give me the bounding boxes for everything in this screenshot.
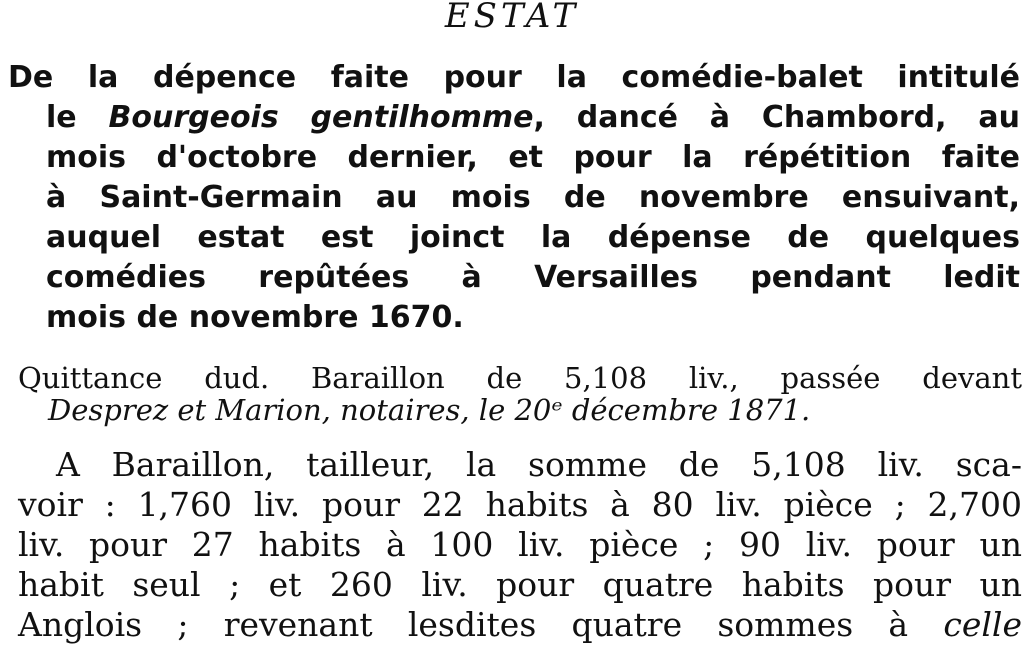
title-line [8, 98, 1020, 138]
body-line: liv. pour 27 habits à 100 liv. pièce ; 90 liv. pour un [18, 525, 1022, 564]
body-paragraph [18, 445, 1022, 645]
body-line: voir : 1,760 liv. pour 22 habits à 80 liv. pièce ; 2,700 [18, 485, 1022, 524]
body-text: Anglois ; revenant lesdites quatre sommes à [18, 605, 909, 644]
title-line: De la dépence faite pour la comédie-balet intitulé [8, 60, 1020, 95]
title-line: mois d'octobre dernier, et pour la répétition faite [46, 140, 1020, 175]
quittance-note [18, 362, 1022, 426]
title-line: comédies repûtées à Versailles pendant ledit [46, 260, 1020, 295]
title-line: mois de novembre 1670. [46, 300, 464, 335]
title-text: , dancé à Chambord, au [533, 100, 1020, 135]
quittance-line: Desprez et Marion, notaires, le 20ᵉ décembre 1871. [48, 393, 811, 427]
play-title: Bourgeois gentilhomme [108, 100, 534, 135]
title-text: le [46, 100, 77, 135]
title-line: à Saint-Germain au mois de novembre ensuivant, [46, 180, 1020, 215]
title-line: auquel estat est joinct la dépense de quelques [46, 220, 1020, 255]
body-line [18, 605, 1022, 645]
body-line: habit seul ; et 260 liv. pour quatre habits pour un [18, 565, 1022, 604]
quittance-line: Quittance dud. Baraillon de 5,108 liv., passée devant [18, 361, 1022, 395]
document-heading: ESTAT [444, 0, 580, 36]
title-paragraph [8, 58, 1020, 338]
body-text-italic: celle [943, 605, 1022, 644]
body-line: A Baraillon, tailleur, la somme de 5,108 liv. sca- [56, 445, 1022, 484]
